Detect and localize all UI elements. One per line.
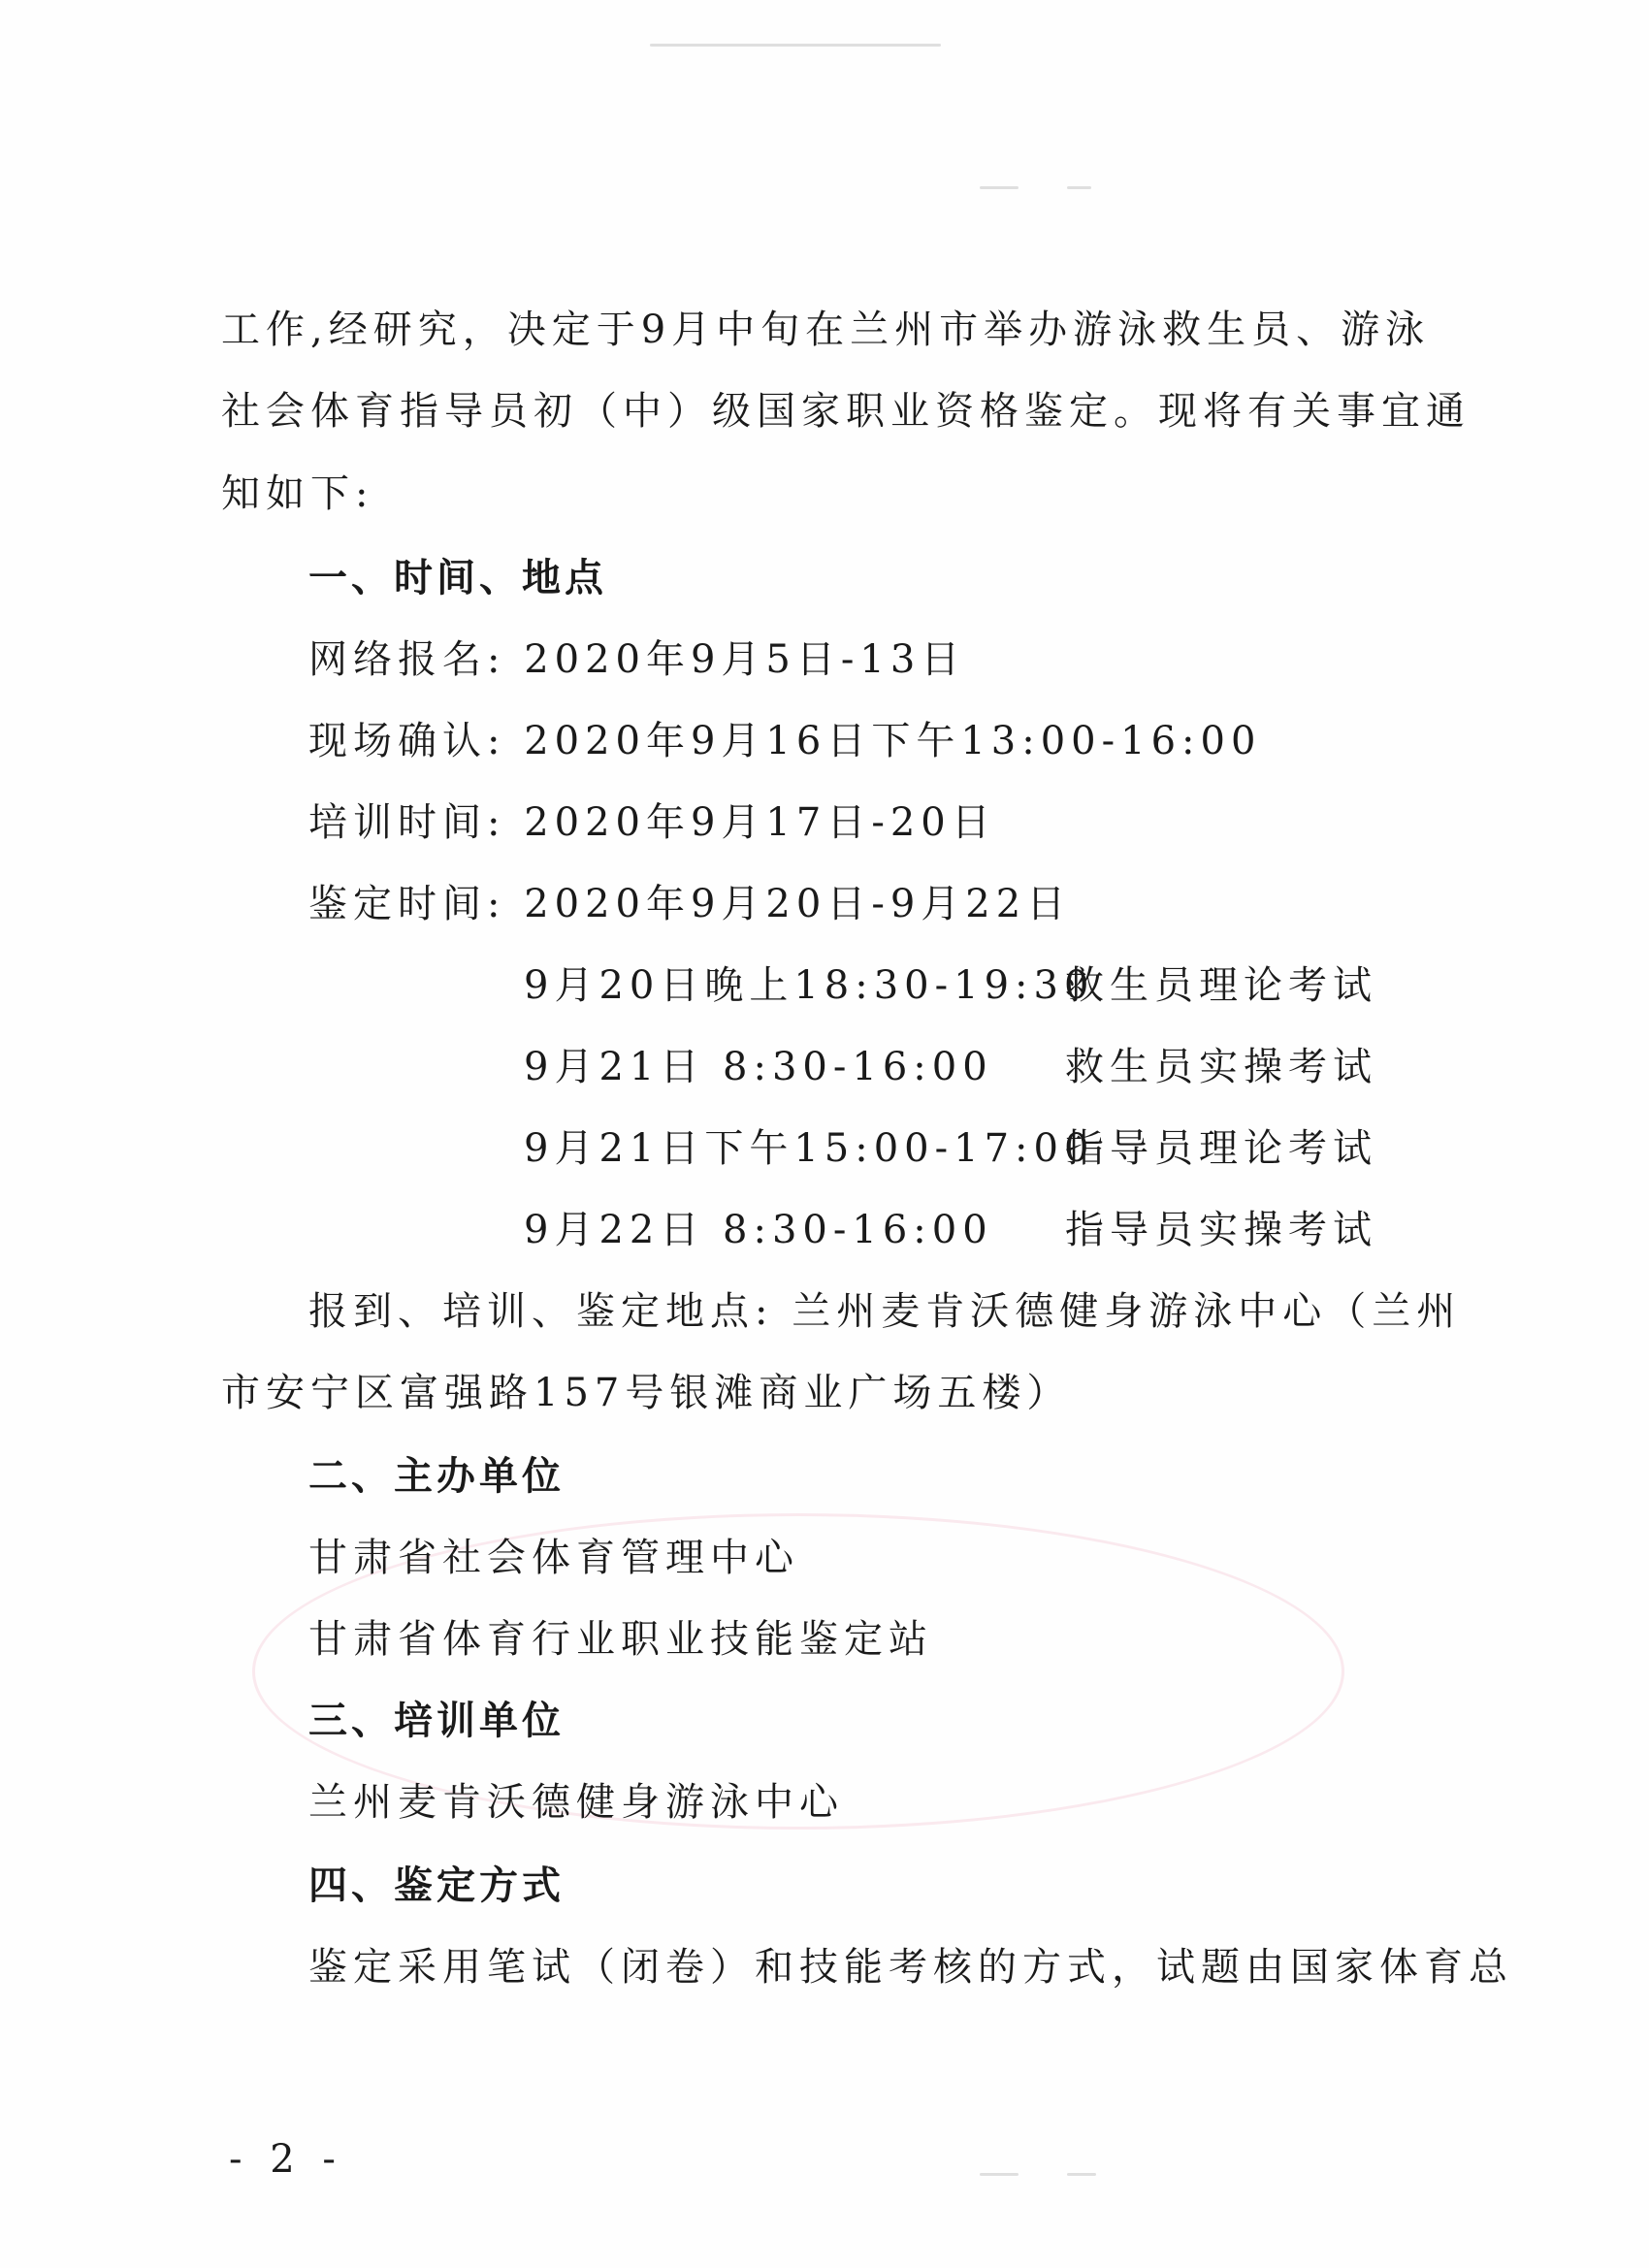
intro-line-1: 工作,经研究，决定于9月中旬在兰州市举办游泳救生员、游泳 [221, 308, 1431, 352]
scan-artifact [980, 2173, 1018, 2176]
schedule-item: 指导员理论考试 [1065, 1126, 1377, 1171]
organizer-1: 甘肃省社会体育管理中心 [308, 1536, 799, 1580]
section-4-title: 四、鉴定方式 [308, 1863, 565, 1908]
online-registration: 网络报名: 2020年9月5日-13日 [308, 637, 966, 682]
assessment-time: 鉴定时间: 2020年9月20日-9月22日 [308, 882, 1072, 926]
scan-artifact [980, 186, 1018, 189]
schedule-item: 救生员实操考试 [1065, 1045, 1377, 1089]
onsite-confirmation: 现场确认: 2020年9月16日下午13:00-16:00 [308, 719, 1262, 763]
section-2-title: 二、主办单位 [308, 1454, 565, 1499]
intro-line-3: 知如下: [221, 471, 374, 516]
organizer-2: 甘肃省体育行业职业技能鉴定站 [308, 1617, 933, 1662]
schedule-time: 9月20日晚上18:30-19:30 [524, 963, 1095, 1008]
schedule-item: 指导员实操考试 [1065, 1208, 1377, 1252]
scan-artifact [1067, 2173, 1096, 2176]
section-1-title: 一、时间、地点 [308, 556, 607, 600]
scan-artifact [1067, 186, 1091, 189]
training-unit: 兰州麦肯沃德健身游泳中心 [308, 1780, 844, 1825]
intro-line-2: 社会体育指导员初（中）级国家职业资格鉴定。现将有关事宜通 [221, 389, 1471, 434]
scan-artifact [650, 44, 941, 47]
training-time: 培训时间: 2020年9月17日-20日 [308, 800, 996, 845]
schedule-time: 9月21日 8:30-16:00 [524, 1045, 993, 1089]
location-line-1: 报到、培训、鉴定地点: 兰州麦肯沃德健身游泳中心（兰州 [308, 1289, 1462, 1334]
section-3-title: 三、培训单位 [308, 1699, 565, 1743]
schedule-item: 救生员理论考试 [1065, 963, 1377, 1008]
page-number: - 2 - [229, 2137, 343, 2182]
location-line-2: 市安宁区富强路157号银滩商业广场五楼） [221, 1371, 1072, 1415]
assessment-method-line-1: 鉴定采用笔试（闭卷）和技能考核的方式，试题由国家体育总 [308, 1945, 1513, 1990]
schedule-time: 9月22日 8:30-16:00 [524, 1208, 993, 1252]
schedule-time: 9月21日下午15:00-17:00 [524, 1126, 1095, 1171]
